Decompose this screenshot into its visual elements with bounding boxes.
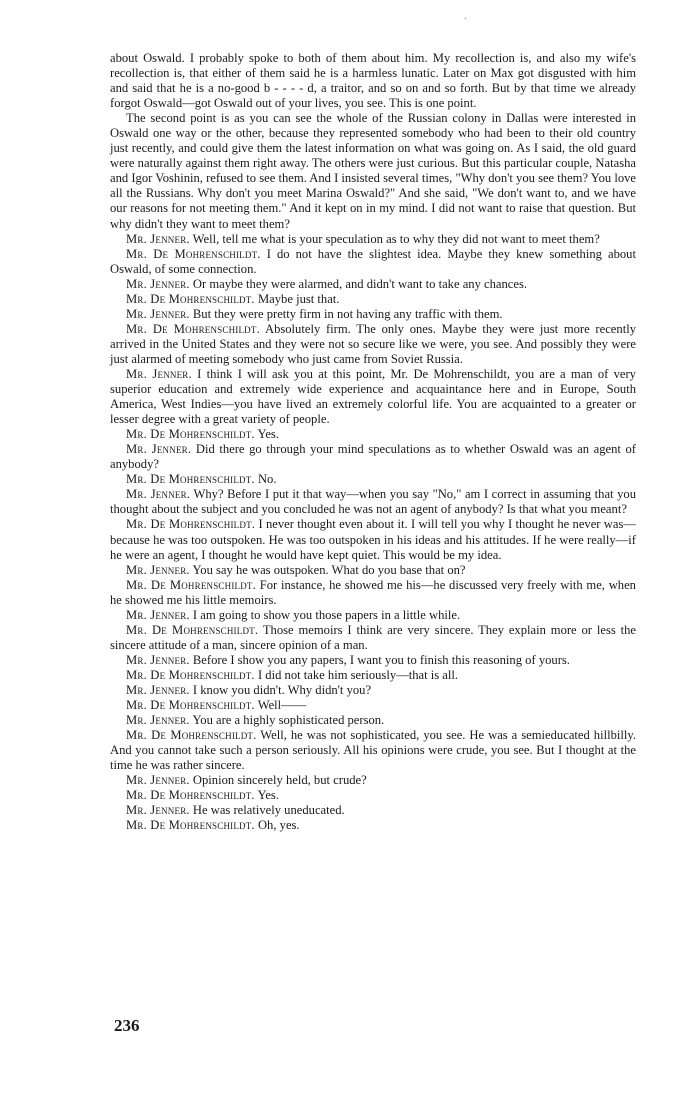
speaker-label: Mr. De Mohrenschildt.: [126, 667, 255, 682]
page-number: 236: [114, 1016, 140, 1035]
paragraph-text: Those memoirs I think are very sincere. They explain more or less the sincere attitude of a man, sincere opinion of a man.: [110, 622, 636, 652]
speaker-label: Mr. De Mohrenschildt.: [126, 577, 256, 592]
testimony-paragraph: [110, 653, 636, 668]
paragraph-text: about Oswald. I probably spoke to both of them about him. My recollection is, and also my wife's recollection is, that either of them said he is a harmless lunatic. Later on Max got disgusted with him and said that he is a no-good b - - - - d, a traitor, and so on and so forth. But by that time we already forgot Oswald—got Oswald out of your lives, you see. This is one point.: [110, 51, 636, 111]
paragraph-text: But they were pretty firm in not having any traffic with them.: [192, 306, 503, 321]
testimony-paragraph: [110, 803, 636, 818]
testimony-paragraph: [110, 442, 636, 472]
testimony-paragraph: [110, 427, 636, 442]
paragraph-text: I am going to show you those papers in a little while.: [192, 607, 461, 622]
paragraph-text: Or maybe they were alarmed, and didn't want to take any chances.: [192, 276, 528, 291]
paragraph-text: Why? Before I put it that way—when you say "No," am I correct in assuming that you thought about the subject and you concluded he was not an agent of anybody? Is that what you meant?: [110, 487, 636, 517]
paragraph-text: Before I show you any papers, I want you to finish this reasoning of yours.: [192, 652, 570, 667]
testimony-text: [110, 51, 636, 833]
speaker-label: Mr. Jenner.: [126, 442, 192, 457]
paragraph-text: Absolutely firm. The only ones. Maybe they were just more recently arrived in the United States and they were not so secure like we were, you see. And possibly they were just alarmed of meeting somebody who just came from Soviet Russia.: [110, 321, 636, 366]
testimony-paragraph: [110, 773, 636, 788]
testimony-paragraph: [110, 713, 636, 728]
testimony-paragraph: [110, 788, 636, 803]
testimony-paragraph: [110, 683, 636, 698]
testimony-paragraph: [110, 292, 636, 307]
paragraph-text: He was relatively uneducated.: [192, 803, 345, 818]
testimony-paragraph: [110, 728, 636, 773]
speaker-label: Mr. Jenner.: [126, 487, 191, 502]
testimony-paragraph: [110, 322, 636, 367]
speaker-label: Mr. De Mohrenschildt.: [126, 291, 255, 306]
testimony-paragraph: [110, 668, 636, 683]
testimony-paragraph: [110, 367, 636, 427]
speaker-label: Mr. Jenner.: [126, 366, 192, 381]
testimony-paragraph: [110, 517, 636, 562]
paragraph-text: Opinion sincerely held, but crude?: [192, 773, 367, 788]
speaker-label: Mr. Jenner.: [126, 713, 190, 728]
testimony-paragraph: [110, 307, 636, 322]
speaker-label: Mr. Jenner.: [126, 652, 190, 667]
paragraph-text: Well, tell me what is your speculation as to why they did not want to meet them?: [192, 231, 600, 246]
testimony-paragraph: [110, 232, 636, 247]
speaker-label: Mr. Jenner.: [126, 773, 190, 788]
testimony-paragraph: [110, 277, 636, 292]
speaker-label: Mr. De Mohrenschildt.: [126, 788, 255, 803]
paragraph-text: I never thought even about it. I will tell you why I thought he never was—because he was too outspoken. He was too outspoken in his ideas and his attitudes. If he were really—if he were an agent, I thought he would have kept quiet. This would be my idea.: [110, 517, 636, 562]
speaker-label: Mr. De Mohrenschildt.: [126, 818, 255, 833]
testimony-paragraph: [110, 563, 636, 578]
testimony-paragraph: [110, 698, 636, 713]
paragraph-text: I do not have the slightest idea. Maybe they knew something about Oswald, of some connection.: [110, 246, 636, 276]
testimony-paragraph: [110, 472, 636, 487]
paragraph-text: I did not take him seriously—that is all.: [257, 667, 459, 682]
speaker-label: Mr. Jenner.: [126, 682, 190, 697]
testimony-paragraph: [110, 818, 636, 833]
speaker-label: Mr. Jenner.: [126, 562, 190, 577]
paragraph-text: The second point is as you can see the whole of the Russian colony in Dallas were interested in Oswald one way or the other, because they represented somebody who had been to their old country just recently, and could give them the latest information on what was going on. As I said, the old guard were naturally against them right away. The others were just curious. But this particular couple, Natasha and Igor Voshinin, refused to see them. And I insisted several times, "Why don't you see them? You love all the Russians. Why don't you meet Marina Oswald?" And she said, "We don't want to, and we have our reasons for not meeting them." And it kept on in my mind. I did not want to raise that question. But why didn't they want to meet them?: [110, 111, 637, 231]
paragraph-text: Well——: [257, 698, 307, 713]
paragraph-text: Did there go through your mind speculations as to whether Oswald was an agent of anybody?: [110, 442, 637, 472]
paragraph-text: You are a highly sophisticated person.: [192, 713, 385, 728]
paragraph-text: For instance, he showed me his—he discussed very freely with me, when he showed me his little memoirs.: [110, 577, 636, 607]
paragraph-text: Oh, yes.: [257, 818, 300, 833]
speaker-label: Mr. Jenner.: [126, 607, 190, 622]
paragraph-text: Yes.: [257, 788, 279, 803]
narrative-paragraph: [110, 111, 636, 231]
paragraph-text: Maybe just that.: [257, 291, 340, 306]
paragraph-text: I know you didn't. Why didn't you?: [192, 682, 372, 697]
speaker-label: Mr. De Mohrenschildt.: [126, 321, 260, 336]
narrative-paragraph: [110, 51, 636, 111]
speaker-label: Mr. Jenner.: [126, 306, 190, 321]
testimony-paragraph: [110, 578, 636, 608]
paragraph-text: Yes.: [257, 427, 279, 442]
paragraph-text: No.: [257, 472, 277, 487]
testimony-paragraph: [110, 623, 636, 653]
speaker-label: Mr. De Mohrenschildt.: [126, 246, 261, 261]
page-mark: ·: [464, 14, 468, 25]
speaker-label: Mr. De Mohrenschildt.: [126, 698, 255, 713]
speaker-label: Mr. De Mohrenschildt.: [126, 622, 259, 637]
speaker-label: Mr. Jenner.: [126, 231, 190, 246]
speaker-label: Mr. Jenner.: [126, 803, 190, 818]
testimony-paragraph: [110, 247, 636, 277]
speaker-label: Mr. Jenner.: [126, 276, 190, 291]
speaker-label: Mr. De Mohrenschildt.: [126, 427, 255, 442]
paragraph-text: You say he was outspoken. What do you base that on?: [192, 562, 466, 577]
testimony-paragraph: [110, 608, 636, 623]
speaker-label: Mr. De Mohrenschildt.: [126, 728, 257, 743]
paragraph-text: Well, he was not sophisticated, you see. He was a semieducated hillbilly. And you cannot take such a person seriously. All his opinions were crude, you see. But I thought at the time he was rather sincere.: [110, 728, 637, 773]
paragraph-text: I think I will ask you at this point, Mr. De Mohrenschildt, you are a man of very superior education and extremely wide experience and acquaintance here and in Europe, South America, West Indies—you have lived an extremely colorful life. You are acquainted to a greater or lesser degree with a great variety of people.: [110, 366, 636, 427]
speaker-label: Mr. De Mohrenschildt.: [126, 472, 255, 487]
testimony-paragraph: [110, 487, 636, 517]
speaker-label: Mr. De Mohrenschildt.: [126, 517, 256, 532]
